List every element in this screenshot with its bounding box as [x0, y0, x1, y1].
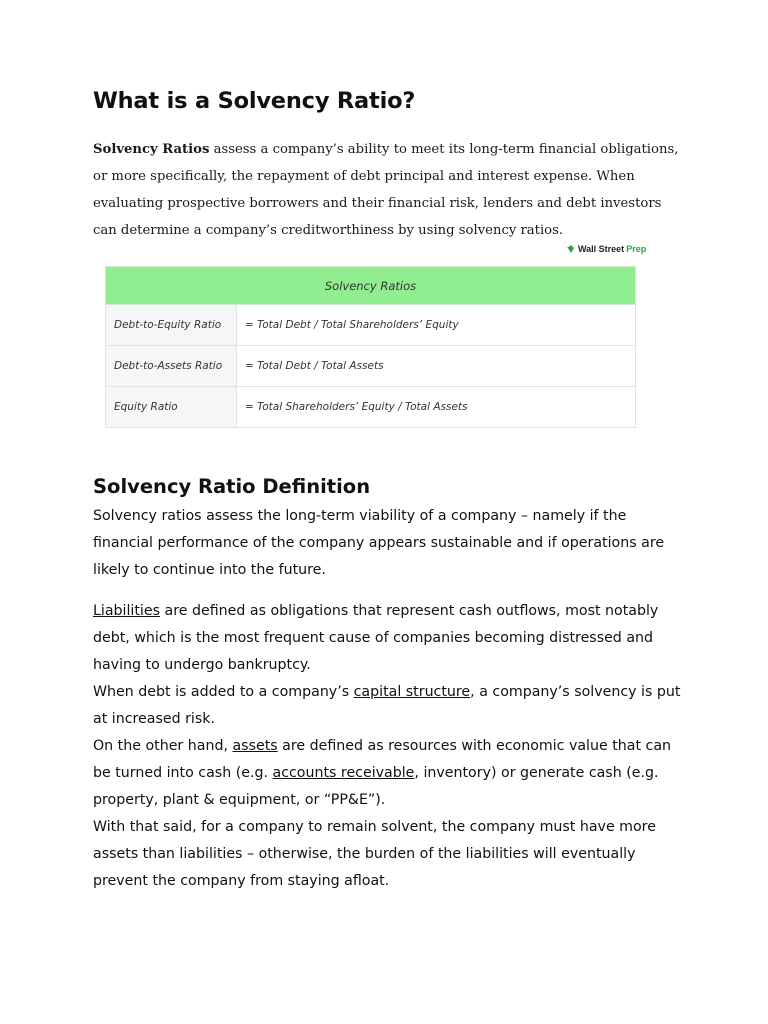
intro-paragraph — [93, 136, 683, 244]
brand-name-part1: Wall Street — [578, 244, 625, 254]
liabilities-link[interactable]: Liabilities — [93, 603, 160, 619]
capital-structure-link[interactable]: capital structure — [353, 684, 471, 700]
body-text-5: are defined as resources with economic value that can be turned into cash (e.g. — [93, 738, 672, 781]
intro-bold-term: Solvency Ratios — [93, 142, 210, 157]
table-row — [106, 387, 636, 428]
brand-logo — [566, 244, 646, 254]
definition-paragraph: Solvency ratios assess the long-term viability of a company – namely if the financial performance of the company appears sustainable and if operations are likely to continue into the future. — [93, 508, 665, 578]
body-text-1: are defined as obligations that represent cash outflows, most notably debt, which is the most frequent cause of companies becoming distressed and having to undergo bankruptcy. — [93, 603, 659, 673]
ratio-name: Debt-to-Equity Ratio — [106, 305, 237, 346]
table-row — [106, 305, 636, 346]
intro-text: assess a company’s ability to meet its long-term financial obligations, or more specifically, the repayment of debt principal and interest expense. When evaluating prospective borrowers and their financial risk, lenders and debt investors can determine a company’s creditworthiness by using solvency ratios. — [93, 142, 679, 238]
body-text-2: When debt is added to a company’s — [93, 684, 354, 700]
body-text-4: On the other hand, — [93, 738, 233, 754]
accounts-receivable-link[interactable]: accounts receivable — [272, 765, 415, 781]
ratio-name: Equity Ratio — [106, 387, 237, 428]
body-text-6: , inventory) or generate cash (e.g. property, plant & equipment, or “PP&E”). — [93, 765, 659, 808]
body-paragraph — [93, 598, 688, 895]
body-text-3: , a company’s solvency is put at increased risk. — [93, 684, 681, 727]
leaf-icon — [566, 244, 576, 254]
solvency-ratios-table — [105, 266, 636, 428]
body-text-7: With that said, for a company to remain solvent, the company must have more assets than liabilities – otherwise, the burden of the liabilities will eventually prevent the company from staying afloat. — [93, 819, 656, 889]
section-heading: Solvency Ratio Definition — [93, 475, 371, 498]
ratio-formula: = Total Debt / Total Assets — [237, 346, 636, 387]
brand-name-part2: Prep — [626, 244, 647, 254]
page-title: What is a Solvency Ratio? — [93, 88, 416, 114]
assets-link[interactable]: assets — [232, 738, 278, 754]
table-header: Solvency Ratios — [106, 267, 636, 305]
ratio-formula: = Total Debt / Total Shareholders’ Equity — [237, 305, 636, 346]
ratio-name: Debt-to-Assets Ratio — [106, 346, 237, 387]
table-row — [106, 346, 636, 387]
ratio-formula: = Total Shareholders’ Equity / Total Assets — [237, 387, 636, 428]
